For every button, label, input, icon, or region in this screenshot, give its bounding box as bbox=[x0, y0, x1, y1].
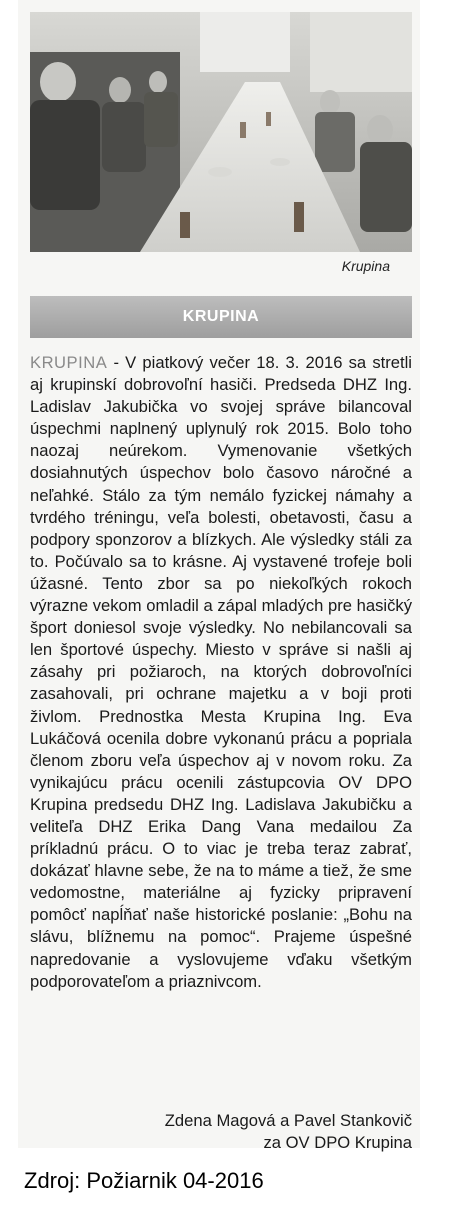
source-note: Zdroj: Požiarnik 04-2016 bbox=[24, 1168, 264, 1193]
article-body bbox=[30, 352, 412, 993]
photo-caption: Krupina bbox=[341, 258, 390, 274]
article-lead: KRUPINA bbox=[30, 353, 108, 372]
meeting-photo bbox=[30, 12, 412, 252]
section-title: KRUPINA bbox=[182, 308, 260, 325]
section-header bbox=[30, 296, 412, 338]
article-text: - V piatkový večer 18. 3. 2016 sa stretli aj krupinskí dobrovoľní hasiči. Predseda DHZ Ing. Ladislav Jakubička vo svojej správe bilancoval úspechmi naplnený uplynulý rok 2015. Bolo toho naozaj neúrekom. Vymenovanie všetkých dosiahnutých úspechov bolo časovo náročné a neľahké. Stálo za tým nemálo fyzickej námahy a tvrdého tréningu, veľa bolesti, obetavosti, času a podpory sponzorov a blízkych. Ale výsledky stáli za to. Počúvalo sa to krásne. Aj vystavené trofeje boli úžasné. Tento zbor sa po niekoľkých rokoch výrazne vekom omladil a zápal mladých pre hasičký šport doniesol svoje výsledky. No nebilancovali sa len športové úspechy. Miesto v správe si našli aj zásahy pri požiaroch, na ktorých dobrovoľníci zasahovali, pri ochrane majetku a v boji proti živlom. Prednostka Mesta Krupina Ing. Eva Lukáčová ocenila dobre vykonanú prácu a popriala členom zboru veľa úspechov aj v novom roku. Za vynikajúcu prácu ocenili zástupcovia OV DPO Krupina predsedu DHZ Ing. Ladislava Jakubičku a veliteľa DHZ Erika Dang Vana medailou Za príkladnú prácu. O to viac je treba teraz zabrať, dokázať hlavne sebe, že na to máme a tiež, že sme vedomostne, materiálne aj fyzicky pripravení pomôcť napĺňať naše historické poslanie: „Bohu na slávu, blížnemu na pomoc“. Prajeme úspešné napredovanie a vyslovujeme vďaku všetkým podporovateľom a priaznivcom. bbox=[30, 353, 412, 991]
signature bbox=[165, 1110, 412, 1154]
signature-organization: za OV DPO Krupina bbox=[263, 1133, 412, 1153]
signature-authors: Zdena Magová a Pavel Stankovič bbox=[164, 1111, 412, 1130]
